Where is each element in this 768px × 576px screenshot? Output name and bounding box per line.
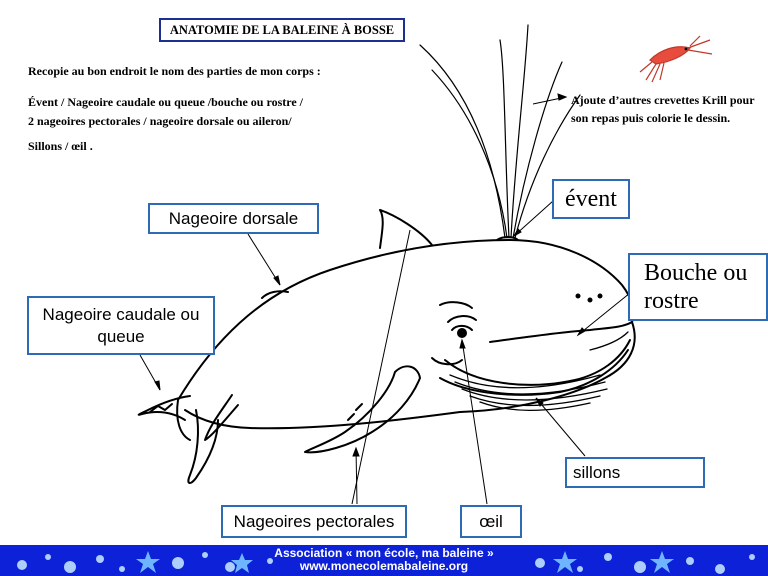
label-nageoires-pectorales bbox=[221, 505, 407, 538]
instruction-line: 2 nageoires pectorales / nageoire dorsale ou aileron/ bbox=[28, 114, 292, 128]
label-text: œil bbox=[479, 511, 503, 531]
label-text: évent bbox=[565, 185, 617, 212]
label-text: Nageoire caudale ou bbox=[42, 304, 200, 324]
krill-icon bbox=[640, 36, 712, 82]
page-title: ANATOMIE DE LA BALEINE À BOSSE bbox=[159, 18, 405, 42]
pectoral-fin bbox=[305, 366, 420, 452]
label-oeil bbox=[460, 505, 522, 538]
label-event bbox=[552, 179, 630, 219]
footer-banner bbox=[0, 545, 768, 576]
footer-text bbox=[0, 547, 768, 573]
footer-association: Association « mon école, ma baleine » bbox=[274, 546, 494, 560]
label-text: sillons bbox=[573, 462, 621, 482]
label-bouche-rostre bbox=[628, 253, 768, 321]
dorsal-fin bbox=[380, 210, 432, 248]
label-text: rostre bbox=[644, 288, 699, 314]
instruction-line: Recopie au bon endroit le nom des parties de mon corps : bbox=[28, 64, 321, 78]
label-text: Nageoires pectorales bbox=[233, 511, 395, 531]
ventral-grooves bbox=[450, 332, 628, 410]
label-nageoire-caudale bbox=[27, 296, 215, 355]
label-text: queue bbox=[97, 326, 145, 346]
label-sillons bbox=[565, 457, 705, 488]
instruction-line: Sillons / œil . bbox=[28, 139, 93, 153]
label-text: Bouche ou bbox=[644, 260, 748, 286]
footer-website: www.monecolemabaleine.org bbox=[299, 559, 469, 573]
eye-icon bbox=[440, 302, 476, 337]
whale-body bbox=[177, 240, 635, 440]
label-nageoire-dorsale bbox=[148, 203, 319, 234]
instruction-line: Évent / Nageoire caudale ou queue /bouche ou rostre / bbox=[28, 95, 304, 109]
krill-note-line: son repas puis colorie le dessin. bbox=[571, 111, 731, 125]
label-text: Nageoire dorsale bbox=[168, 208, 299, 228]
krill-note-line: Ajoute d’autres crevettes Krill pour bbox=[571, 93, 755, 107]
